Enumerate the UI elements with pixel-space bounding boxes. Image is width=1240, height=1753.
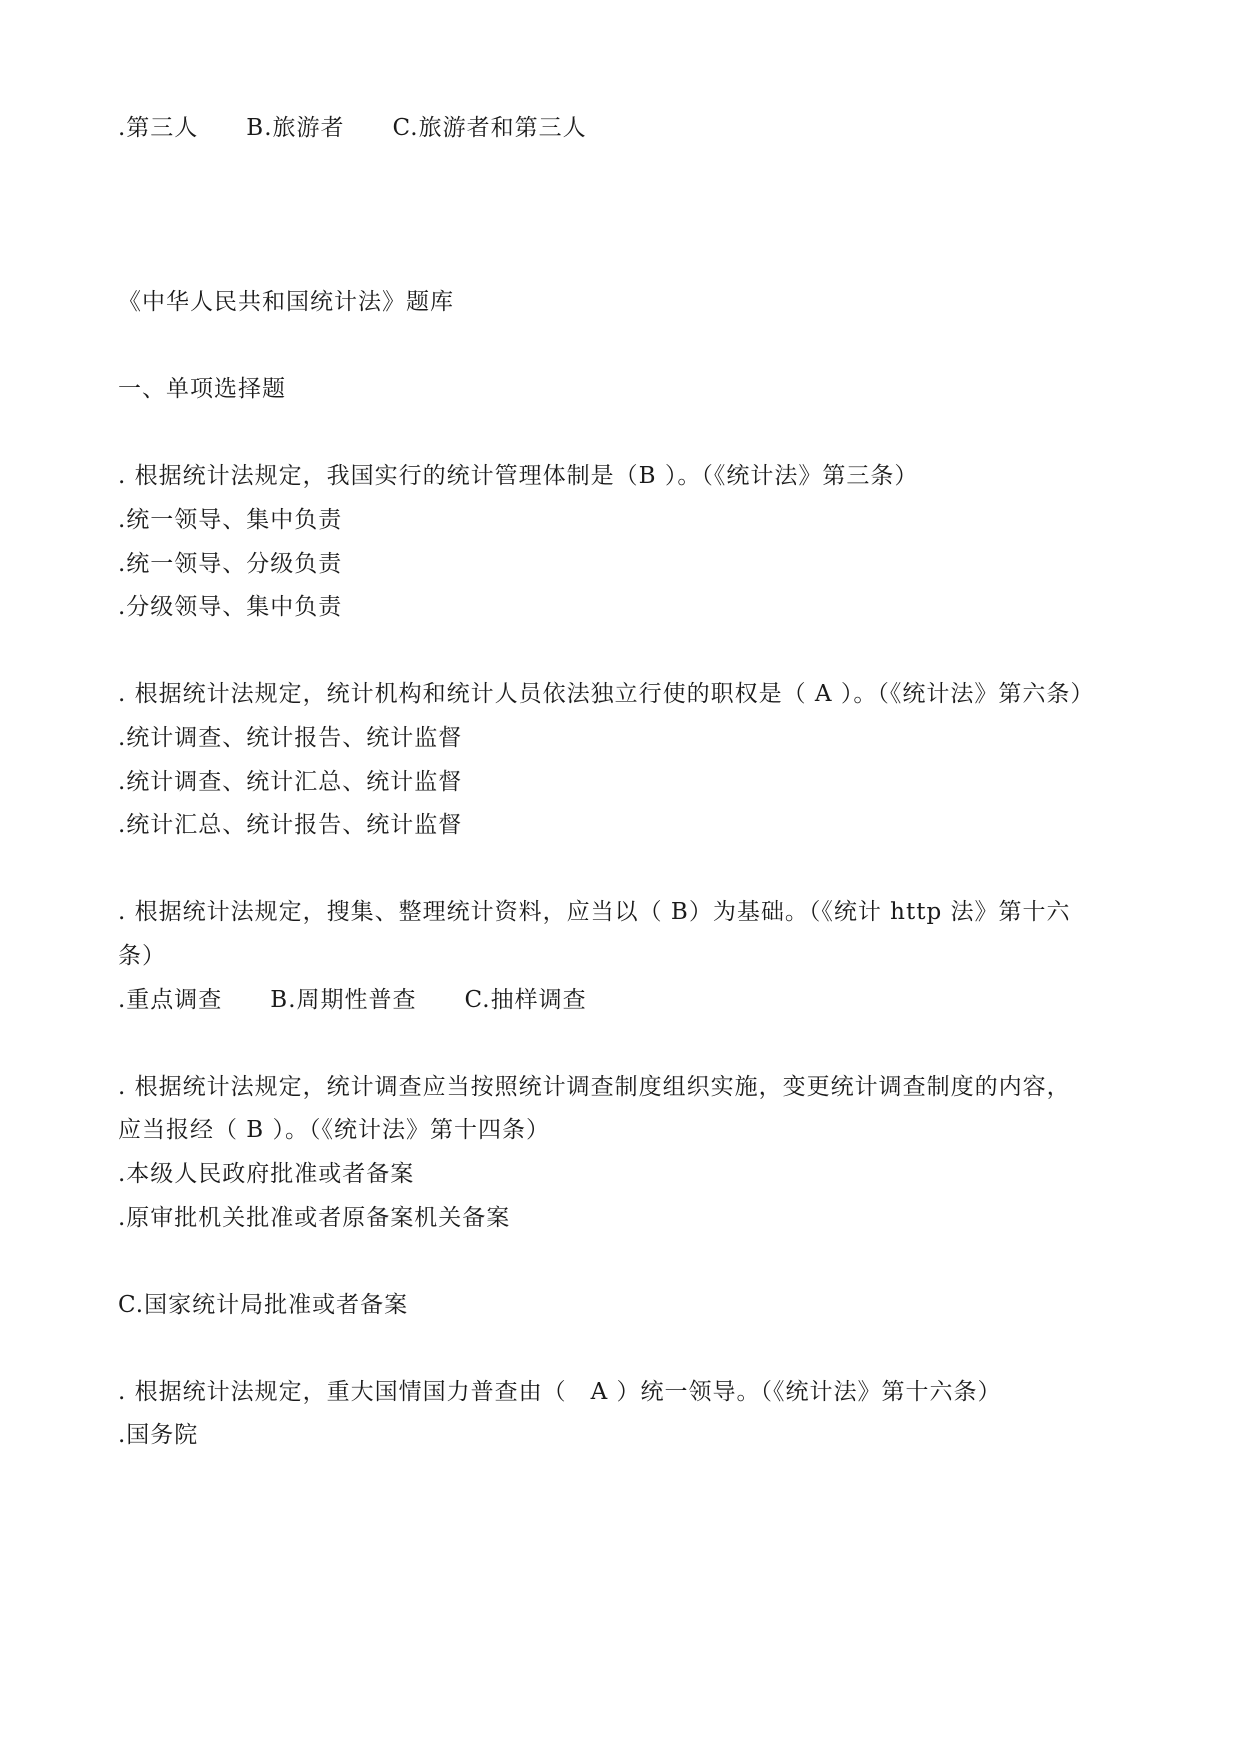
question-3-options: .重点调查 B.周期性普查 C.抽样调查 [118, 987, 587, 1013]
question-4: . 根据统计法规定，统计调查应当按照统计调查制度组织实施，变更统计调查制度的内容， [118, 1074, 1071, 1100]
question-4-continued: 应当报经（ B ）。（《统计法》第十四条） [118, 1117, 551, 1143]
section-heading: 一、单项选择题 [118, 376, 286, 402]
document-title: 《中华人民共和国统计法》题库 [118, 289, 454, 315]
question-2-option-a: .统计调查、统计报告、统计监督 [118, 725, 463, 751]
question-4-option-b: .原审批机关批准或者原备案机关备案 [118, 1205, 511, 1231]
question-3: . 根据统计法规定，搜集、整理统计资料，应当以（ B）为基础。（《统计 http 法》第十六 [118, 899, 1071, 925]
question-2-option-b: .统计调查、统计汇总、统计监督 [118, 769, 463, 795]
question-4-option-c: C.国家统计局批准或者备案 [118, 1292, 409, 1318]
question-1-option-c: .分级领导、集中负责 [118, 594, 343, 620]
question-2: . 根据统计法规定，统计机构和统计人员依法独立行使的职权是（ A ）。（《统计法》第六条） [118, 681, 1095, 707]
question-3-continued: 条） [118, 943, 166, 969]
question-1-option-b: .统一领导、分级负责 [118, 551, 343, 577]
question-2-option-c: .统计汇总、统计报告、统计监督 [118, 812, 463, 838]
question-5-option-a: .国务院 [118, 1422, 199, 1448]
question-5: . 根据统计法规定，重大国情国力普查由（ A ）统一领导。（《统计法》第十六条） [118, 1379, 1002, 1405]
option-line-previous-question: .第三人 B.旅游者 C.旅游者和第三人 [118, 115, 587, 141]
question-1-option-a: .统一领导、集中负责 [118, 507, 343, 533]
question-4-option-a: .本级人民政府批准或者备案 [118, 1161, 415, 1187]
question-1: . 根据统计法规定，我国实行的统计管理体制是（B ）。（《统计法》第三条） [118, 463, 919, 489]
